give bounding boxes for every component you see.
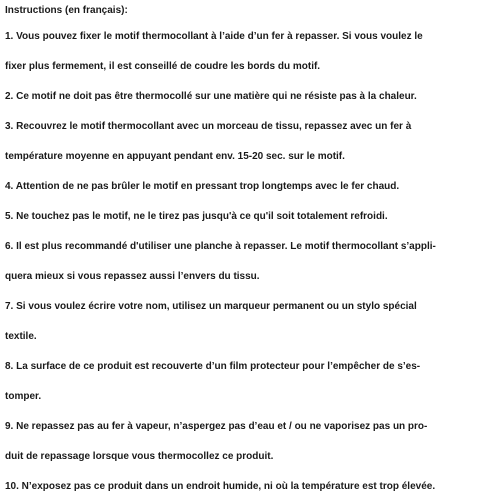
text-line: température moyenne en appuyant pendant env. 15-20 sec. sur le motif. [5,151,345,162]
text-line: 4. Attention de ne pas brûler le motif en pressant trop longtemps avec le fer chaud. [5,181,400,192]
text-line: 5. Ne touchez pas le motif, ne le tirez pas jusqu'à ce qu'il soit totalement refroidi. [5,211,388,222]
text-line: textile. [5,331,37,342]
text-line: duit de repassage lorsque vous thermocollez ce produit. [5,451,274,462]
text-line: 2. Ce motif ne doit pas être thermocollé sur une matière qui ne résiste pas à la chaleur. [5,91,417,102]
text-line: 3. Recouvrez le motif thermocollant avec un morceau de tissu, repassez avec un fer à [5,121,412,132]
text-line: 8. La surface de ce produit est recouverte d’un film protecteur pour l’empêcher de s’es- [5,361,421,372]
text-line: 9. Ne repassez pas au fer à vapeur, n’aspergez pas d’eau et / ou ne vaporisez pas un pro- [5,421,428,432]
text-line: quera mieux si vous repassez aussi l’envers du tissu. [5,271,260,282]
instructions-heading: Instructions (en français): [5,5,128,16]
text-line: 1. Vous pouvez fixer le motif thermocollant à l’aide d’un fer à repasser. Si vous voulez le [5,31,423,42]
text-line: 6. Il est plus recommandé d'utiliser une planche à repasser. Le motif thermocollant s’appli- [5,241,436,252]
instructions-document [5,0,499,502]
text-line: fixer plus fermement, il est conseillé de coudre les bords du motif. [5,61,321,72]
text-line: tomper. [5,391,42,402]
text-line: 10. N’exposez pas ce produit dans un endroit humide, ni où la température est trop élevée. [5,481,436,492]
text-line: 7. Si vous voulez écrire votre nom, utilisez un marqueur permanent ou un stylo spécial [5,301,417,312]
